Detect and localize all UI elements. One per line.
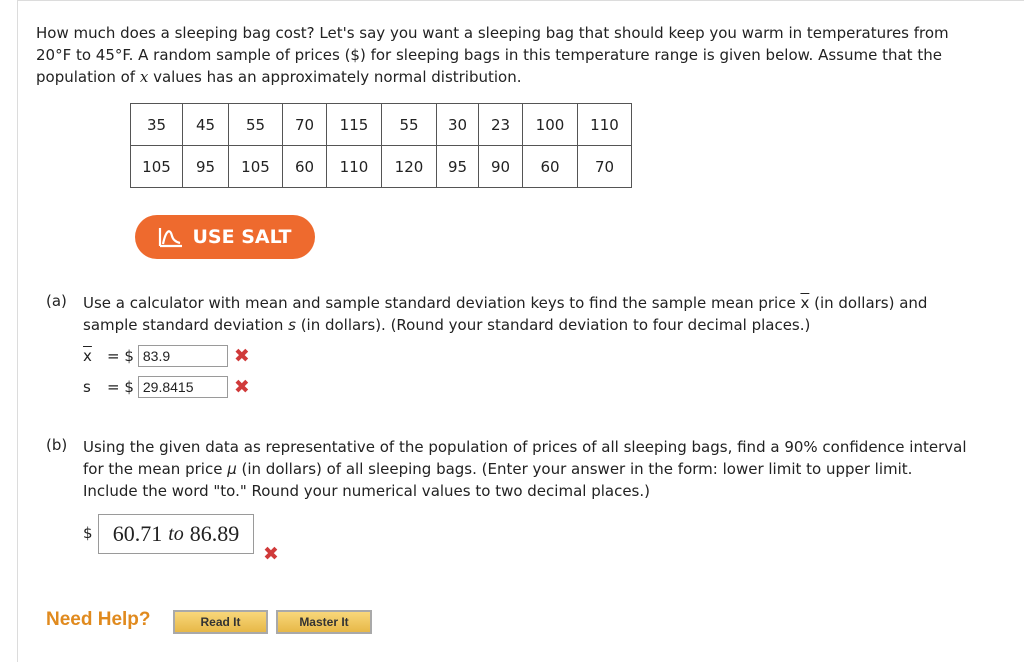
salt-chart-icon — [158, 226, 184, 248]
price-data-table — [130, 103, 632, 188]
incorrect-x-icon: ✖ — [233, 344, 250, 367]
part-a-text — [83, 292, 1003, 336]
sd-input[interactable] — [138, 376, 228, 398]
part-b-line-1: Using the given data as representative of the population of prices of all sleeping bags, find a 90% confidence interval — [83, 438, 967, 456]
intro-line-1: How much does a sleeping bag cost? Let's say you want a sleeping bag that should keep you warm in temperatures from — [36, 24, 949, 42]
sd-equals: = $ — [107, 378, 134, 396]
table-cell: 100 — [523, 104, 578, 146]
table-cell: 120 — [382, 146, 437, 188]
part-b-line-2-post: (in dollars) of all sleeping bags. (Enter your answer in the form: lower limit to upper limit. — [236, 460, 913, 478]
part-a-line-2 — [83, 314, 1003, 336]
part-b-text — [83, 436, 1003, 502]
use-salt-label: USE SALT — [192, 226, 292, 248]
table-cell: 90 — [479, 146, 523, 188]
mean-input[interactable] — [138, 345, 228, 367]
confidence-interval-input[interactable] — [98, 514, 254, 554]
intro-line-3-pre: population of — [36, 68, 140, 86]
part-a-line-1 — [83, 292, 1003, 314]
table-cell: 115 — [327, 104, 382, 146]
part-a-line-2-post: (in dollars). (Round your standard deviation to four decimal places.) — [295, 316, 811, 334]
part-a-line-1-post: (in dollars) and — [809, 294, 928, 312]
incorrect-x-icon: ✖ — [263, 543, 279, 565]
mean-answer-row — [83, 344, 250, 368]
table-cell: 60 — [283, 146, 327, 188]
table-cell: 60 — [523, 146, 578, 188]
table-cell: 105 — [229, 146, 283, 188]
table-cell: 110 — [578, 104, 632, 146]
ci-to: to — [168, 522, 184, 545]
table-cell: 95 — [437, 146, 479, 188]
table-cell: 110 — [327, 146, 382, 188]
table-cell: 55 — [229, 104, 283, 146]
intro-line-2: 20°F to 45°F. A random sample of prices ($) for sleeping bags in this temperature range is given below. Assume that the — [36, 46, 942, 64]
table-cell: 95 — [183, 146, 229, 188]
part-b-label: (b) — [46, 436, 68, 454]
part-b-line-3: Include the word "to." Round your numerical values to two decimal places.) — [83, 482, 650, 500]
currency-symbol: $ — [83, 524, 93, 542]
mean-symbol: $\overline{x}$ — [83, 347, 92, 365]
part-a-line-2-pre: sample standard deviation — [83, 316, 289, 334]
variable-mu: μ — [227, 460, 237, 478]
table-cell: 70 — [578, 146, 632, 188]
master-it-button[interactable]: Master It — [276, 610, 372, 634]
table-cell: 70 — [283, 104, 327, 146]
question-intro — [36, 22, 1011, 88]
table-cell: 55 — [382, 104, 437, 146]
sd-symbol: s — [83, 378, 91, 396]
part-a-line-1-pre: Use a calculator with mean and sample standard deviation keys to find the sample mean price — [83, 294, 801, 312]
table-cell: 23 — [479, 104, 523, 146]
table-cell: 35 — [131, 104, 183, 146]
sd-answer-row — [83, 375, 250, 399]
read-it-button[interactable]: Read It — [173, 610, 268, 634]
table-cell: 30 — [437, 104, 479, 146]
part-b-line-2-pre: for the mean price — [83, 460, 228, 478]
table-cell: 45 — [183, 104, 229, 146]
variable-xbar: $\overline{x}$ — [800, 294, 810, 312]
mean-equals: = $ — [107, 347, 134, 365]
ci-upper: 86.89 — [189, 521, 240, 546]
need-help-label: Need Help? — [46, 609, 151, 630]
intro-line-3-post: values has an approximately normal distribution. — [148, 68, 522, 86]
ci-lower: 60.71 — [112, 521, 163, 546]
variable-x: x — [139, 68, 149, 86]
part-a-label: (a) — [46, 292, 67, 310]
use-salt-button[interactable] — [135, 215, 315, 259]
variable-s: s — [288, 316, 296, 334]
incorrect-x-icon: ✖ — [233, 375, 250, 398]
table-row — [131, 104, 632, 146]
part-b-line-2 — [83, 458, 1003, 480]
table-cell: 105 — [131, 146, 183, 188]
table-row — [131, 146, 632, 188]
intro-line-3 — [36, 66, 1011, 88]
